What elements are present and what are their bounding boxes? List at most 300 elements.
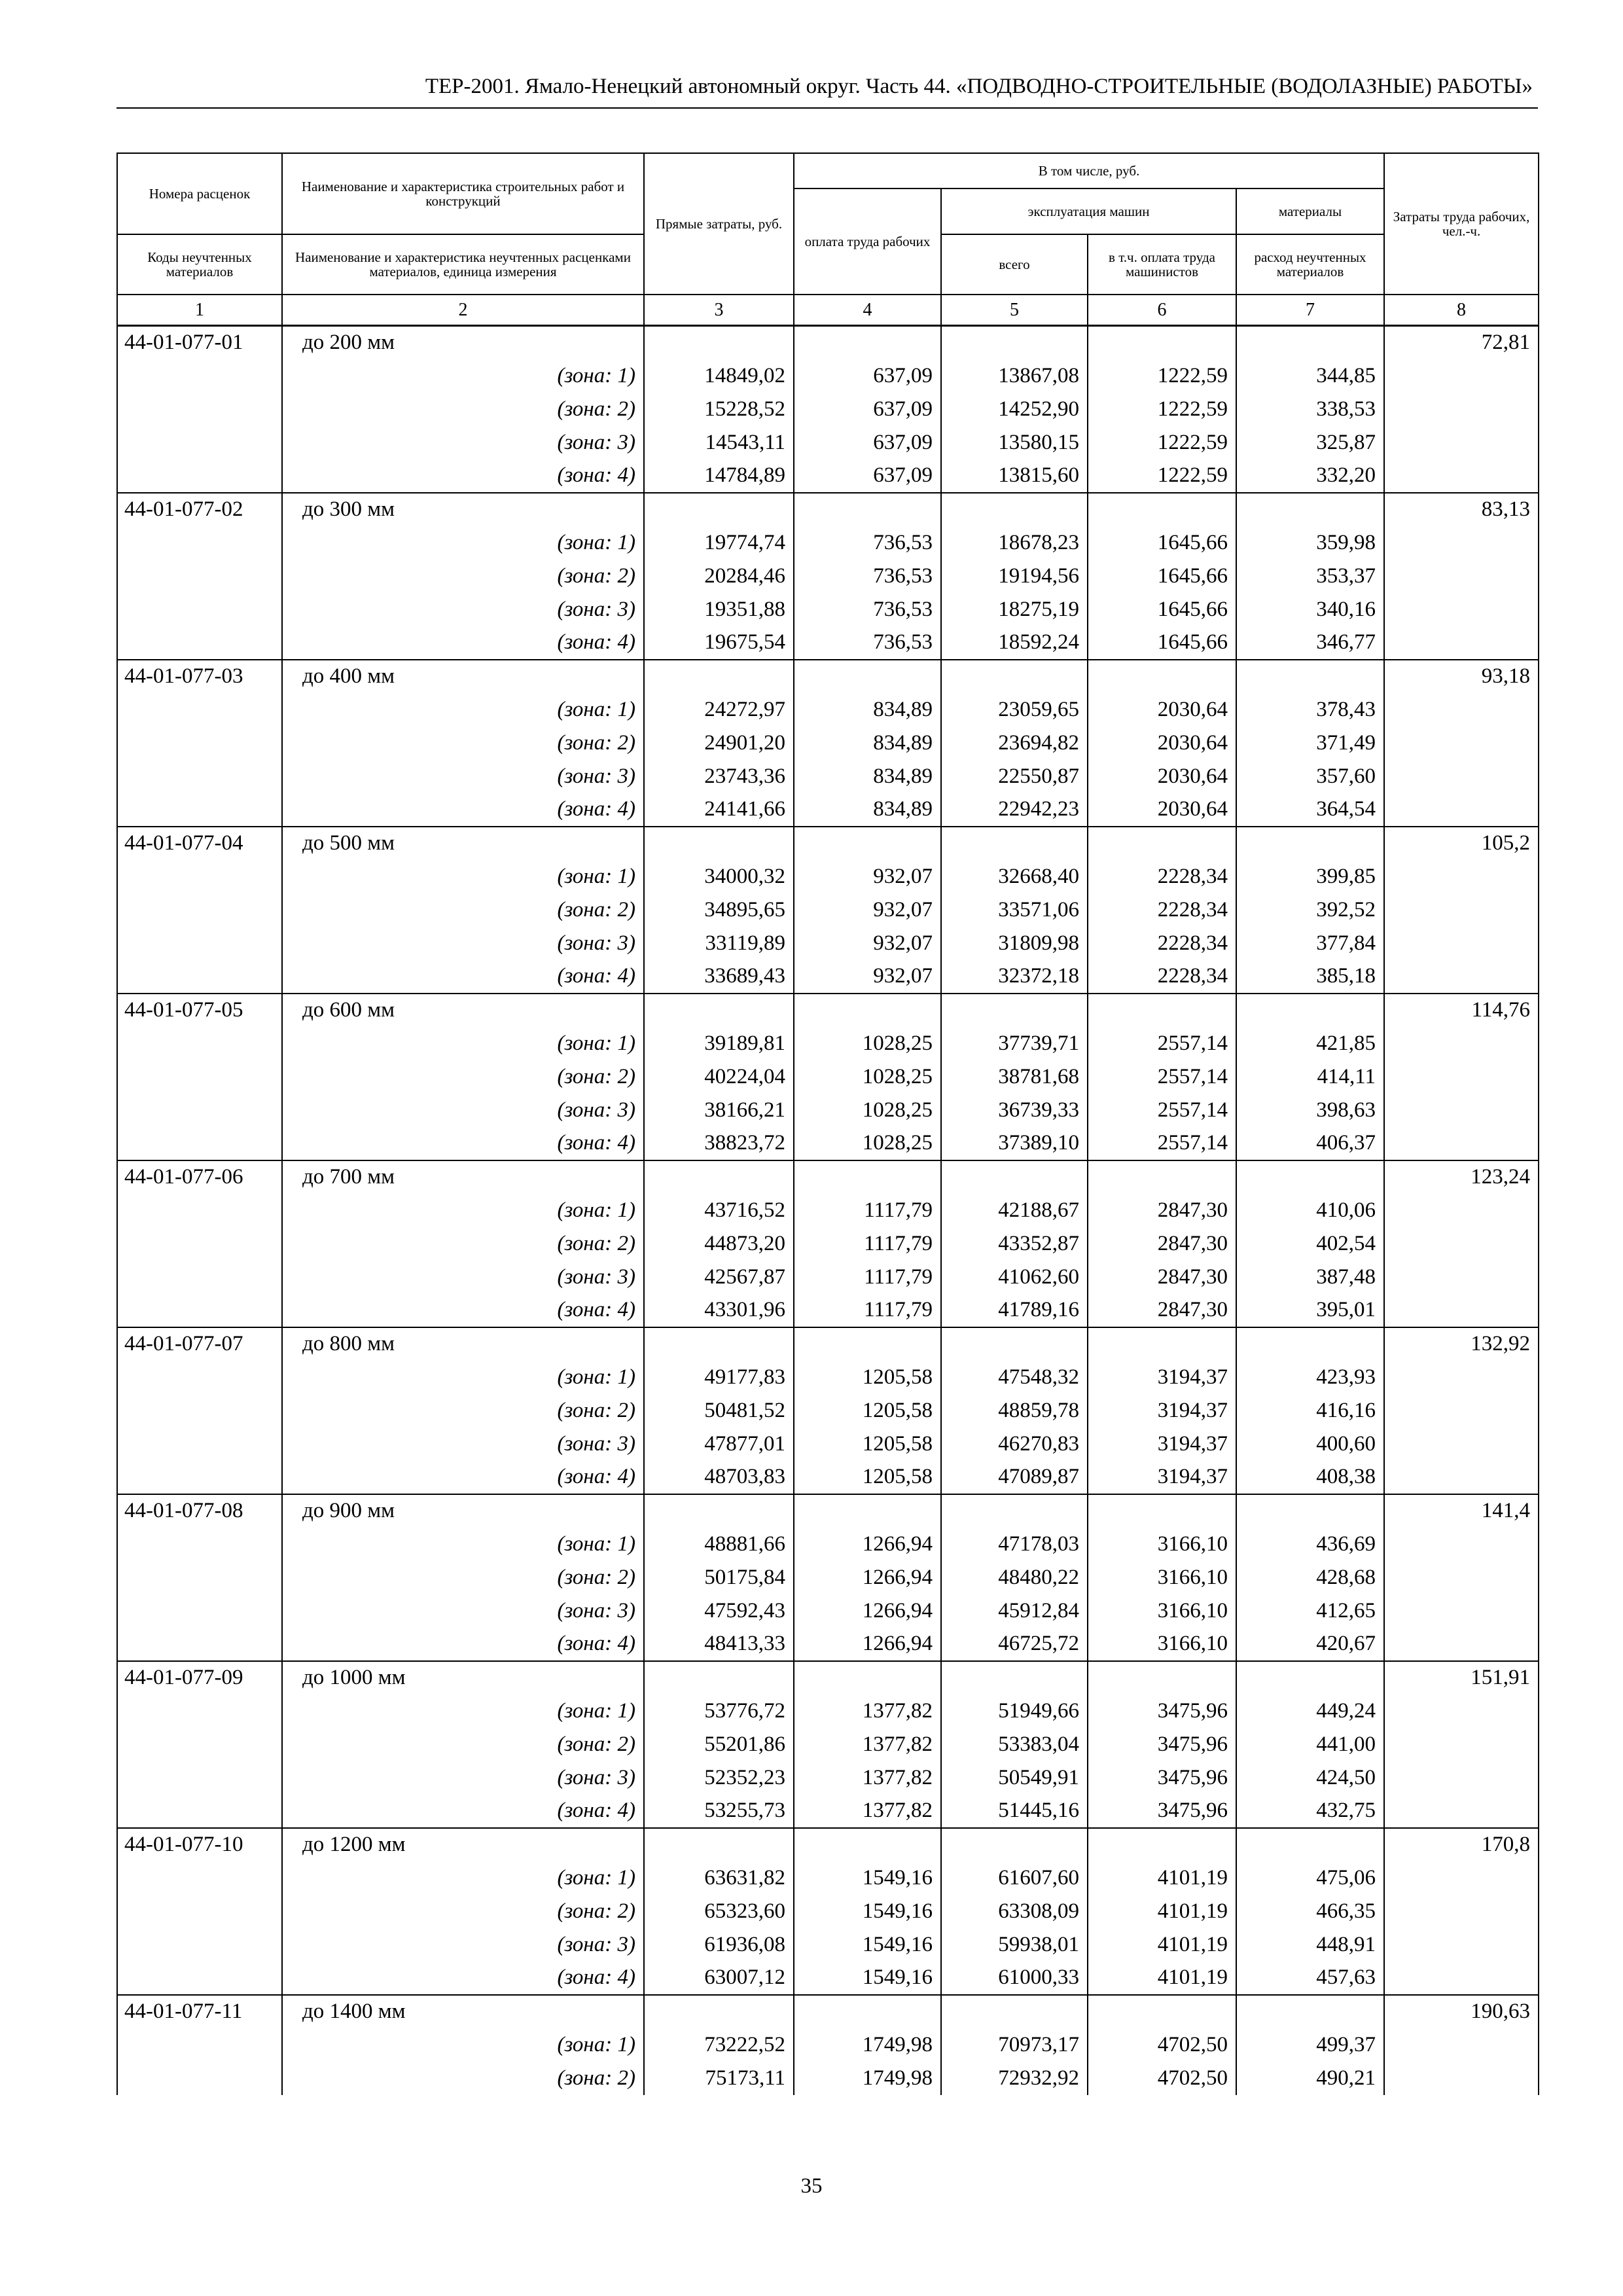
direct-cost-value: 14849,02 [644, 359, 794, 393]
materials-value: 387,48 [1236, 1261, 1384, 1294]
machines-total-value: 33571,06 [941, 893, 1088, 927]
zone-label: (зона: 3) [282, 1761, 644, 1795]
empty-cell [117, 1594, 282, 1628]
empty-cell [1384, 1027, 1539, 1060]
empty-cell [1384, 860, 1539, 893]
wages-value: 1266,94 [794, 1561, 941, 1594]
empty-cell [1236, 326, 1384, 359]
table-body [117, 326, 1539, 2095]
labor-cost-value: 83,13 [1384, 493, 1539, 526]
direct-cost-value: 14543,11 [644, 426, 794, 459]
wages-value: 1028,25 [794, 1094, 941, 1127]
empty-cell [1236, 1995, 1384, 2028]
zone-row [117, 726, 1539, 760]
wages-value: 1117,79 [794, 1194, 941, 1227]
machines-total-value: 23059,65 [941, 693, 1088, 726]
direct-cost-value: 40224,04 [644, 1060, 794, 1094]
column-number: 4 [794, 295, 941, 326]
empty-cell [117, 1394, 282, 1427]
wages-value: 736,53 [794, 626, 941, 660]
machines-total-value: 50549,91 [941, 1761, 1088, 1795]
rate-row [117, 1828, 1539, 1861]
empty-cell [794, 1494, 941, 1528]
machines-total-value: 36739,33 [941, 1094, 1088, 1127]
zone-row [117, 893, 1539, 927]
wages-value: 1205,58 [794, 1394, 941, 1427]
empty-cell [1384, 2062, 1539, 2095]
empty-cell [1088, 1661, 1236, 1695]
empty-cell [117, 1027, 282, 1060]
zone-label: (зона: 3) [282, 927, 644, 960]
empty-cell [1384, 760, 1539, 793]
zone-label: (зона: 3) [282, 426, 644, 459]
zone-label: (зона: 4) [282, 793, 644, 827]
zone-label: (зона: 2) [282, 1394, 644, 1427]
zone-label: (зона: 1) [282, 2028, 644, 2062]
operators-wages-value: 2557,14 [1088, 1127, 1236, 1160]
direct-cost-value: 39189,81 [644, 1027, 794, 1060]
direct-cost-value: 50481,52 [644, 1394, 794, 1427]
zone-row [117, 1427, 1539, 1461]
materials-value: 466,35 [1236, 1895, 1384, 1928]
empty-cell [1384, 560, 1539, 593]
empty-cell [1384, 693, 1539, 726]
header-operators-wages: в т.ч. оплата труда машинистов [1088, 234, 1236, 295]
wages-value: 1266,94 [794, 1594, 941, 1628]
zone-label: (зона: 2) [282, 1895, 644, 1928]
column-numbers-row [117, 295, 1539, 326]
header-material-codes: Коды неучтенных материалов [117, 234, 282, 295]
zone-label: (зона: 1) [282, 1528, 644, 1561]
empty-cell [117, 1427, 282, 1461]
operators-wages-value: 2228,34 [1088, 960, 1236, 994]
zone-label: (зона: 4) [282, 1461, 644, 1494]
direct-cost-value: 52352,23 [644, 1761, 794, 1795]
operators-wages-value: 3194,37 [1088, 1394, 1236, 1427]
machines-total-value: 63308,09 [941, 1895, 1088, 1928]
empty-cell [117, 1895, 282, 1928]
operators-wages-value: 2228,34 [1088, 927, 1236, 960]
zone-row [117, 459, 1539, 493]
machines-total-value: 38781,68 [941, 1060, 1088, 1094]
empty-cell [1384, 426, 1539, 459]
empty-cell [1384, 626, 1539, 660]
wages-value: 637,09 [794, 393, 941, 426]
operators-wages-value: 4101,19 [1088, 1895, 1236, 1928]
zone-label: (зона: 3) [282, 760, 644, 793]
materials-value: 424,50 [1236, 1761, 1384, 1795]
machines-total-value: 13580,15 [941, 426, 1088, 459]
empty-cell [1384, 793, 1539, 827]
labor-cost-value: 170,8 [1384, 1828, 1539, 1861]
empty-cell [117, 359, 282, 393]
empty-cell [644, 827, 794, 860]
machines-total-value: 14252,90 [941, 393, 1088, 426]
empty-cell [117, 726, 282, 760]
wages-value: 736,53 [794, 560, 941, 593]
direct-cost-value: 24272,97 [644, 693, 794, 726]
machines-total-value: 47178,03 [941, 1528, 1088, 1561]
operators-wages-value: 1645,66 [1088, 626, 1236, 660]
empty-cell [1384, 1695, 1539, 1728]
zone-row [117, 960, 1539, 994]
empty-cell [1088, 1160, 1236, 1194]
empty-cell [644, 1327, 794, 1361]
empty-cell [644, 493, 794, 526]
header-materials-group: материалы [1236, 188, 1384, 234]
direct-cost-value: 44873,20 [644, 1227, 794, 1261]
zone-row [117, 1795, 1539, 1828]
wages-value: 834,89 [794, 793, 941, 827]
zone-label: (зона: 2) [282, 393, 644, 426]
empty-cell [1384, 960, 1539, 994]
machines-total-value: 47089,87 [941, 1461, 1088, 1494]
empty-cell [117, 1361, 282, 1394]
materials-value: 392,52 [1236, 893, 1384, 927]
rate-name: до 800 мм [282, 1327, 644, 1361]
empty-cell [1236, 493, 1384, 526]
empty-cell [117, 1861, 282, 1895]
rate-row [117, 1327, 1539, 1361]
column-number: 8 [1384, 295, 1539, 326]
wages-value: 637,09 [794, 359, 941, 393]
zone-label: (зона: 1) [282, 359, 644, 393]
labor-cost-value: 93,18 [1384, 660, 1539, 693]
machines-total-value: 48859,78 [941, 1394, 1088, 1427]
machines-total-value: 42188,67 [941, 1194, 1088, 1227]
zone-row [117, 693, 1539, 726]
materials-value: 421,85 [1236, 1027, 1384, 1060]
empty-cell [117, 1294, 282, 1327]
empty-cell [1384, 1461, 1539, 1494]
wages-value: 932,07 [794, 960, 941, 994]
wages-value: 736,53 [794, 526, 941, 560]
empty-cell [1088, 1828, 1236, 1861]
empty-cell [1384, 1928, 1539, 1962]
empty-cell [117, 1461, 282, 1494]
materials-value: 402,54 [1236, 1227, 1384, 1261]
operators-wages-value: 3194,37 [1088, 1461, 1236, 1494]
wages-value: 1377,82 [794, 1728, 941, 1761]
wages-value: 932,07 [794, 860, 941, 893]
materials-value: 412,65 [1236, 1594, 1384, 1628]
rate-name: до 1200 мм [282, 1828, 644, 1861]
wages-value: 1549,16 [794, 1962, 941, 1995]
zone-label: (зона: 1) [282, 526, 644, 560]
empty-cell [644, 1995, 794, 2028]
header-including-group: В том числе, руб. [794, 153, 1384, 188]
rate-row [117, 326, 1539, 359]
direct-cost-value: 42567,87 [644, 1261, 794, 1294]
rate-row [117, 1661, 1539, 1695]
zone-label: (зона: 4) [282, 1127, 644, 1160]
wages-value: 1749,98 [794, 2062, 941, 2095]
operators-wages-value: 2847,30 [1088, 1261, 1236, 1294]
empty-cell [1384, 1594, 1539, 1628]
machines-total-value: 18678,23 [941, 526, 1088, 560]
wages-value: 834,89 [794, 693, 941, 726]
empty-cell [117, 760, 282, 793]
zone-label: (зона: 2) [282, 560, 644, 593]
operators-wages-value: 1222,59 [1088, 393, 1236, 426]
direct-cost-value: 50175,84 [644, 1561, 794, 1594]
wages-value: 1028,25 [794, 1060, 941, 1094]
rate-name: до 900 мм [282, 1494, 644, 1528]
direct-cost-value: 24901,20 [644, 726, 794, 760]
machines-total-value: 61607,60 [941, 1861, 1088, 1895]
zone-label: (зона: 2) [282, 726, 644, 760]
materials-value: 420,67 [1236, 1628, 1384, 1661]
materials-value: 475,06 [1236, 1861, 1384, 1895]
rate-row [117, 827, 1539, 860]
empty-cell [117, 960, 282, 994]
zone-label: (зона: 4) [282, 960, 644, 994]
zone-row [117, 793, 1539, 827]
empty-cell [1384, 1528, 1539, 1561]
empty-cell [644, 1160, 794, 1194]
materials-value: 428,68 [1236, 1561, 1384, 1594]
empty-cell [644, 660, 794, 693]
empty-cell [794, 1661, 941, 1695]
operators-wages-value: 4101,19 [1088, 1861, 1236, 1895]
wages-value: 1377,82 [794, 1761, 941, 1795]
empty-cell [1384, 1861, 1539, 1895]
rates-table [116, 152, 1539, 2095]
operators-wages-value: 1645,66 [1088, 560, 1236, 593]
wages-value: 1549,16 [794, 1861, 941, 1895]
zone-row [117, 1194, 1539, 1227]
empty-cell [1088, 660, 1236, 693]
empty-cell [941, 1494, 1088, 1528]
empty-cell [1384, 2028, 1539, 2062]
zone-row [117, 1528, 1539, 1561]
empty-cell [117, 1928, 282, 1962]
operators-wages-value: 2030,64 [1088, 726, 1236, 760]
empty-cell [117, 1227, 282, 1261]
zone-label: (зона: 4) [282, 1962, 644, 1995]
machines-total-value: 46725,72 [941, 1628, 1088, 1661]
empty-cell [1088, 827, 1236, 860]
materials-value: 346,77 [1236, 626, 1384, 660]
direct-cost-value: 23743,36 [644, 760, 794, 793]
rate-code: 44-01-077-07 [117, 1327, 282, 1361]
header-materials-consumption: расход неучтенных материалов [1236, 234, 1384, 295]
empty-cell [941, 994, 1088, 1027]
operators-wages-value: 3475,96 [1088, 1728, 1236, 1761]
zone-row [117, 526, 1539, 560]
labor-cost-value: 190,63 [1384, 1995, 1539, 2028]
rate-row [117, 1160, 1539, 1194]
zone-label: (зона: 1) [282, 1361, 644, 1394]
rate-row [117, 660, 1539, 693]
rate-row [117, 493, 1539, 526]
empty-cell [794, 1327, 941, 1361]
machines-total-value: 32668,40 [941, 860, 1088, 893]
wages-value: 1117,79 [794, 1294, 941, 1327]
operators-wages-value: 1645,66 [1088, 593, 1236, 626]
empty-cell [117, 793, 282, 827]
wages-value: 1028,25 [794, 1027, 941, 1060]
machines-total-value: 18592,24 [941, 626, 1088, 660]
empty-cell [117, 1695, 282, 1728]
empty-cell [1384, 726, 1539, 760]
empty-cell [1384, 393, 1539, 426]
operators-wages-value: 4101,19 [1088, 1928, 1236, 1962]
zone-label: (зона: 3) [282, 1261, 644, 1294]
empty-cell [1088, 493, 1236, 526]
rate-code: 44-01-077-09 [117, 1661, 282, 1695]
materials-value: 378,43 [1236, 693, 1384, 726]
direct-cost-value: 61936,08 [644, 1928, 794, 1962]
empty-cell [794, 1995, 941, 2028]
rate-code: 44-01-077-11 [117, 1995, 282, 2028]
zone-row [117, 593, 1539, 626]
machines-total-value: 22550,87 [941, 760, 1088, 793]
materials-value: 400,60 [1236, 1427, 1384, 1461]
machines-total-value: 43352,87 [941, 1227, 1088, 1261]
empty-cell [1088, 1995, 1236, 2028]
empty-cell [1384, 1194, 1539, 1227]
rate-code: 44-01-077-08 [117, 1494, 282, 1528]
rate-row [117, 1995, 1539, 2028]
rate-name: до 400 мм [282, 660, 644, 693]
wages-value: 1266,94 [794, 1628, 941, 1661]
zone-label: (зона: 4) [282, 1294, 644, 1327]
wages-value: 1549,16 [794, 1928, 941, 1962]
machines-total-value: 13867,08 [941, 359, 1088, 393]
labor-cost-value: 151,91 [1384, 1661, 1539, 1695]
zone-row [117, 1060, 1539, 1094]
direct-cost-value: 43716,52 [644, 1194, 794, 1227]
rate-name: до 300 мм [282, 493, 644, 526]
zone-row [117, 426, 1539, 459]
materials-value: 416,16 [1236, 1394, 1384, 1427]
zone-label: (зона: 2) [282, 1060, 644, 1094]
empty-cell [117, 1261, 282, 1294]
running-header [116, 58, 1538, 109]
zone-row [117, 1461, 1539, 1494]
empty-cell [117, 1628, 282, 1661]
column-number: 7 [1236, 295, 1384, 326]
labor-cost-value: 72,81 [1384, 326, 1539, 359]
machines-total-value: 23694,82 [941, 726, 1088, 760]
empty-cell [794, 493, 941, 526]
rate-name: до 200 мм [282, 326, 644, 359]
wages-value: 1117,79 [794, 1261, 941, 1294]
materials-value: 499,37 [1236, 2028, 1384, 2062]
materials-value: 338,53 [1236, 393, 1384, 426]
operators-wages-value: 2030,64 [1088, 793, 1236, 827]
direct-cost-value: 48413,33 [644, 1628, 794, 1661]
direct-cost-value: 33119,89 [644, 927, 794, 960]
empty-cell [1384, 459, 1539, 493]
direct-cost-value: 43301,96 [644, 1294, 794, 1327]
header-work-description: Наименование и характеристика строительных работ и конструкций [282, 153, 644, 234]
wages-value: 1377,82 [794, 1695, 941, 1728]
machines-total-value: 53383,04 [941, 1728, 1088, 1761]
zone-label: (зона: 4) [282, 459, 644, 493]
empty-cell [941, 827, 1088, 860]
zone-row [117, 1261, 1539, 1294]
empty-cell [117, 2062, 282, 2095]
direct-cost-value: 19774,74 [644, 526, 794, 560]
empty-cell [117, 1194, 282, 1227]
operators-wages-value: 2030,64 [1088, 693, 1236, 726]
wages-value: 834,89 [794, 760, 941, 793]
direct-cost-value: 38166,21 [644, 1094, 794, 1127]
wages-value: 1549,16 [794, 1895, 941, 1928]
rate-name: до 500 мм [282, 827, 644, 860]
zone-row [117, 1361, 1539, 1394]
empty-cell [1384, 1394, 1539, 1427]
empty-cell [794, 660, 941, 693]
empty-cell [117, 693, 282, 726]
direct-cost-value: 48703,83 [644, 1461, 794, 1494]
materials-value: 441,00 [1236, 1728, 1384, 1761]
empty-cell [1384, 1795, 1539, 1828]
empty-cell [1384, 526, 1539, 560]
empty-cell [117, 459, 282, 493]
zone-label: (зона: 1) [282, 1194, 644, 1227]
labor-cost-value: 132,92 [1384, 1327, 1539, 1361]
machines-total-value: 51949,66 [941, 1695, 1088, 1728]
operators-wages-value: 1222,59 [1088, 426, 1236, 459]
zone-label: (зона: 3) [282, 1094, 644, 1127]
wages-value: 932,07 [794, 893, 941, 927]
header-wages: оплата труда рабочих [794, 188, 941, 295]
empty-cell [117, 1561, 282, 1594]
zone-row [117, 2062, 1539, 2095]
empty-cell [1384, 1294, 1539, 1327]
empty-cell [117, 860, 282, 893]
operators-wages-value: 2557,14 [1088, 1060, 1236, 1094]
empty-cell [1384, 1962, 1539, 1995]
machines-total-value: 19194,56 [941, 560, 1088, 593]
zone-label: (зона: 2) [282, 1561, 644, 1594]
zone-row [117, 1728, 1539, 1761]
wages-value: 932,07 [794, 927, 941, 960]
rate-code: 44-01-077-01 [117, 326, 282, 359]
empty-cell [941, 1995, 1088, 2028]
zone-row [117, 1027, 1539, 1060]
wages-value: 637,09 [794, 459, 941, 493]
zone-row [117, 760, 1539, 793]
operators-wages-value: 2847,30 [1088, 1227, 1236, 1261]
zone-row [117, 560, 1539, 593]
rate-code: 44-01-077-05 [117, 994, 282, 1027]
materials-value: 457,63 [1236, 1962, 1384, 1995]
empty-cell [644, 1494, 794, 1528]
wages-value: 1205,58 [794, 1461, 941, 1494]
machines-total-value: 48480,22 [941, 1561, 1088, 1594]
zone-row [117, 927, 1539, 960]
machines-total-value: 41789,16 [941, 1294, 1088, 1327]
empty-cell [1384, 1060, 1539, 1094]
materials-value: 399,85 [1236, 860, 1384, 893]
empty-cell [794, 1828, 941, 1861]
rate-name: до 600 мм [282, 994, 644, 1027]
empty-cell [117, 1728, 282, 1761]
operators-wages-value: 2228,34 [1088, 860, 1236, 893]
zone-label: (зона: 2) [282, 1728, 644, 1761]
rate-code: 44-01-077-02 [117, 493, 282, 526]
zone-label: (зона: 4) [282, 626, 644, 660]
header-machines-group: эксплуатация машин [941, 188, 1236, 234]
zone-label: (зона: 1) [282, 1861, 644, 1895]
zone-label: (зона: 4) [282, 1628, 644, 1661]
machines-total-value: 59938,01 [941, 1928, 1088, 1962]
empty-cell [1088, 326, 1236, 359]
